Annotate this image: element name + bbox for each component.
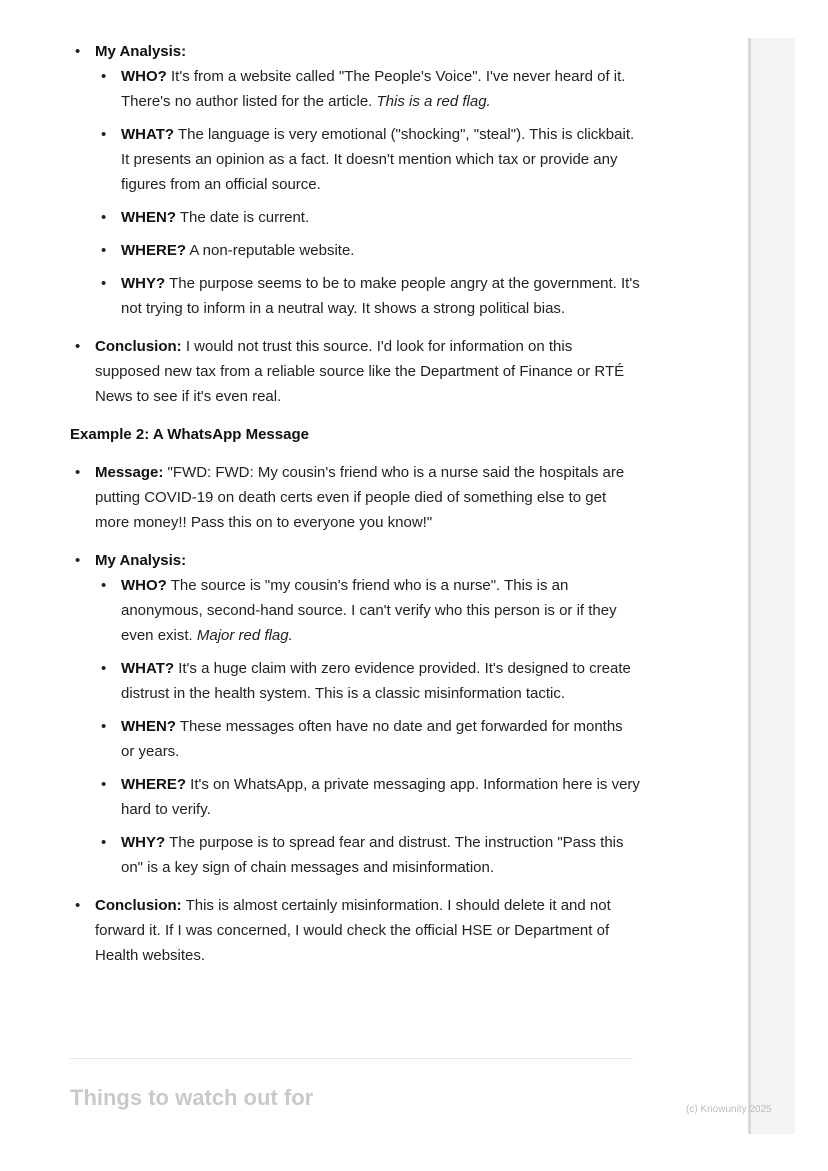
list-item	[95, 656, 640, 706]
example-2-analysis-list	[95, 573, 640, 880]
list-item	[95, 830, 640, 880]
document-body	[70, 39, 640, 981]
list-item	[95, 122, 640, 197]
section-divider	[70, 1058, 633, 1059]
example-2-conclusion	[70, 893, 640, 968]
list-item	[95, 714, 640, 764]
item-label: WHEN?	[121, 209, 176, 226]
conclusion-text: This is almost certainly misinformation. I should delete it and not forward it. If I was concerned, I would check the official HSE or Department of Health websites.	[95, 897, 611, 964]
next-section-heading: Things to watch out for	[70, 1085, 314, 1110]
list-item	[95, 205, 640, 230]
item-emphasis: This is a red flag.	[376, 93, 491, 110]
conclusion-label: Conclusion:	[95, 897, 182, 914]
item-label: WHO?	[121, 577, 167, 594]
item-label: WHERE?	[121, 776, 186, 793]
analysis-label: • My Analysis:	[95, 552, 187, 569]
item-text: It's from a website called "The People's Voice". I've never heard of it. There's no author listed for the article.	[121, 68, 626, 110]
list-item	[95, 573, 640, 648]
item-text: The date is current.	[176, 209, 310, 226]
item-text: It's a huge claim with zero evidence provided. It's designed to create distrust in the health system. This is a classic misinformation tactic.	[121, 660, 631, 702]
example-1-analysis	[70, 39, 640, 321]
item-label: WHERE?	[121, 242, 186, 259]
item-label: WHAT?	[121, 660, 175, 677]
example-2-list	[70, 460, 640, 968]
list-item	[95, 64, 640, 114]
item-label: WHY?	[121, 275, 166, 292]
copyright-footer: (c) Knowunity 2025	[686, 1104, 772, 1115]
item-emphasis: Major red flag.	[196, 627, 293, 644]
conclusion-label: Conclusion:	[95, 338, 182, 355]
example-1-analysis-list	[95, 64, 640, 321]
example-2-message	[70, 460, 640, 535]
analysis-label: • My Analysis:	[95, 43, 187, 60]
example-2-heading: Example 2: A WhatsApp Message	[70, 426, 309, 443]
example-2-analysis	[70, 548, 640, 880]
item-text: The language is very emotional ("shocking", "steal"). This is clickbait. It presents an opinion as a fact. It doesn't mention which tax or provide any figures from an official source.	[121, 126, 635, 193]
item-text: These messages often have no date and get forwarded for months or years.	[121, 718, 623, 760]
list-item	[95, 238, 640, 263]
item-label: WHAT?	[121, 126, 175, 143]
conclusion-text: I would not trust this source. I'd look for information on this supposed new tax from a reliable source like the Department of Finance or RTÉ News to see if it's even real.	[95, 338, 625, 405]
item-label: WHY?	[121, 834, 166, 851]
right-sidebar-panel	[748, 38, 795, 1134]
example-1-conclusion	[70, 334, 640, 409]
message-label: Message:	[95, 464, 164, 481]
example-1-list	[70, 39, 640, 409]
message-text: "FWD: FWD: My cousin's friend who is a nurse said the hospitals are putting COVID-19 on death certs even if people died of something else to get more money!! Pass this on to everyone you know!"	[95, 464, 625, 531]
item-text: The purpose seems to be to make people angry at the government. It's not trying to inform in a neutral way. It shows a strong political bias.	[121, 275, 640, 317]
list-item	[95, 271, 640, 321]
item-label: WHEN?	[121, 718, 176, 735]
list-item	[95, 772, 640, 822]
item-text: It's on WhatsApp, a private messaging app. Information here is very hard to verify.	[121, 776, 640, 818]
item-text: A non-reputable website.	[186, 242, 355, 259]
item-text: The source is "my cousin's friend who is a nurse". This is an anonymous, second-hand source. I can't verify who this person is or if they even exist.	[121, 577, 617, 644]
item-label: WHO?	[121, 68, 167, 85]
item-text: The purpose is to spread fear and distrust. The instruction "Pass this on" is a key sign of chain messages and misinformation.	[121, 834, 624, 876]
